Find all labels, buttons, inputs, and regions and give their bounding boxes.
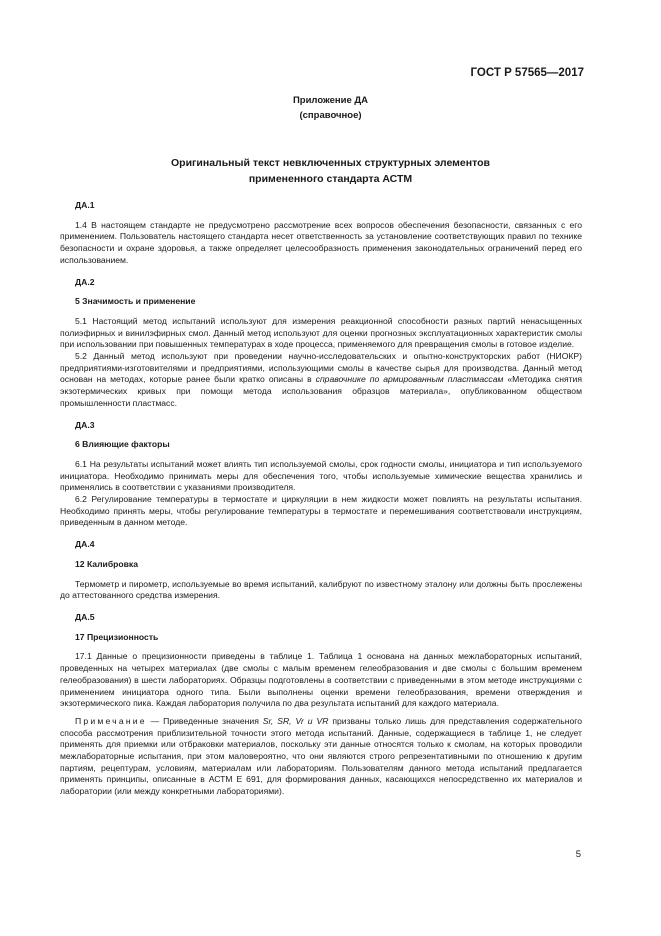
section-heading-6: 6 Влияющие факторы bbox=[75, 439, 170, 450]
section-heading-12: 12 Калибровка bbox=[75, 558, 138, 569]
main-title-line1: Оригинальный текст невключенных структурных элементов bbox=[171, 157, 490, 169]
section-label-da3: ДА.3 bbox=[75, 419, 95, 430]
appendix-subtitle: (справочное) bbox=[299, 110, 362, 121]
paragraph-6-2: 6.2 Регулирование температуры в термостате и циркуляции в нем жидкости может повлиять на результаты испытания. Необходимо принять меры, чтобы регулирование температуры в термостате и перемешивания соответствовали инструкциям, приведенным в данном методе. bbox=[60, 494, 582, 528]
section-heading-17: 17 Прецизионность bbox=[75, 631, 159, 642]
section-label-da2: ДА.2 bbox=[75, 276, 95, 287]
section-label-da4: ДА.4 bbox=[75, 539, 95, 550]
paragraph-12: Термометр и пирометр, используемые во время испытаний, калибруют по известному эталону или должны быть прослежены до аттестованного средства измерения. bbox=[60, 578, 582, 601]
note-text: призваны только лишь для представления содержательного способа рассмотрения приблизительной точности этого метода испытаний. Данные, содержащиеся в таблице 1, не следует применять для приемки или отбраковки материалов, поскольку эти данные относятся только к смолам, на которых проводили межлабораторные испытания, при этом маловероятно, что они являются строго репрезентативными по отношению к другим партиям, рецептурам, условиям, материалам или лабораториям. Пользователям данного метода испытаний предлагается применять принципы, описанные в АСТМ Е 691, для формирования данных, касающихся непосредственно их материалов и лаборатории (или между конкретными лабораториями). bbox=[60, 715, 582, 797]
paragraph-5-2 bbox=[60, 351, 582, 410]
document-body bbox=[60, 200, 582, 798]
paragraph-5-2-text-a: 5.2 Данный метод используют при проведении научно-исследовательских и опытно-конструкторских работ (НИОКР) предприятиями-изготовителями и предприятиями, использующими смолы в качестве сырья для производства. Данный метод основан на методах, которые ранее были кратко описаны в bbox=[60, 351, 582, 385]
paragraph-5-2-text-c: «Методика снятия экзотермических кривых при помощи метода использования образцов материала», опубликованном обществом промышленности пластмасс. bbox=[60, 374, 582, 408]
paragraph-5-1: 5.1 Настоящий метод испытаний используют для измерения реакционной способности разных партий ненасыщенных полиэфирных и винилэфирных смол. Данный метод используют для оценки прогнозных эксплуатационных характеристик смолы при использовании при повышенных температурах в ходе процесса, применяемого для превращения смолы в готовое изделие. bbox=[60, 315, 582, 350]
paragraph-17-1: 17.1 Данные о прецизионности приведены в таблице 1. Таблица 1 основана на данных межлабораторных испытаний, проведенных на четырех материалах (две смолы с малым временем гелеобразования и две смолы с большим временем гелеобразования) в шести лабораториях. Образцы подготовлены в соответствии с приведенными в этом методе инструкциями с применением инициатора одного типа. Были выполнены оценки времени гелеобразования, времени отверждения и экзотермического пика. Каждая лаборатория получила по два результата испытаний для каждого материала. bbox=[60, 651, 582, 709]
note-dash: — Приведенные значения bbox=[146, 715, 263, 726]
paragraph-1-4: 1.4 В настоящем стандарте не предусмотрено рассмотрение всех вопросов обеспечения безопасности, связанных с его применением. Пользователь настоящего стандарта несет ответственность за установление соответствующих правил по технике безопасности и охране здоровья, а также определяет целесообразность применения законодательных ограничений перед его использованием. bbox=[60, 219, 582, 265]
section-label-da1: ДА.1 bbox=[75, 200, 95, 210]
main-title-line2: примененного стандарта АСТМ bbox=[248, 173, 413, 185]
document-code: ГОСТ Р 57565—2017 bbox=[470, 67, 584, 79]
page-number: 5 bbox=[575, 849, 581, 860]
note-paragraph bbox=[60, 716, 582, 798]
note-values: Sr, SR, Vr и VR bbox=[262, 715, 329, 726]
appendix-title: Приложение ДА bbox=[292, 95, 369, 106]
section-label-da5: ДА.5 bbox=[75, 611, 95, 622]
paragraph-6-1: 6.1 На результаты испытаний может влиять тип используемой смолы, срок годности смолы, инициатора и тип используемого инициатора. Необходимо принимать меры для обеспечения того, чтобы используемые химические вещества хранились и применялись в соответствии с указаниями производителя. bbox=[60, 458, 582, 493]
note-label: Примечание bbox=[75, 715, 147, 726]
section-heading-5: 5 Значимость и применение bbox=[75, 296, 196, 307]
paragraph-5-2-italic: справочнике по армированным пластмассам bbox=[315, 374, 504, 385]
